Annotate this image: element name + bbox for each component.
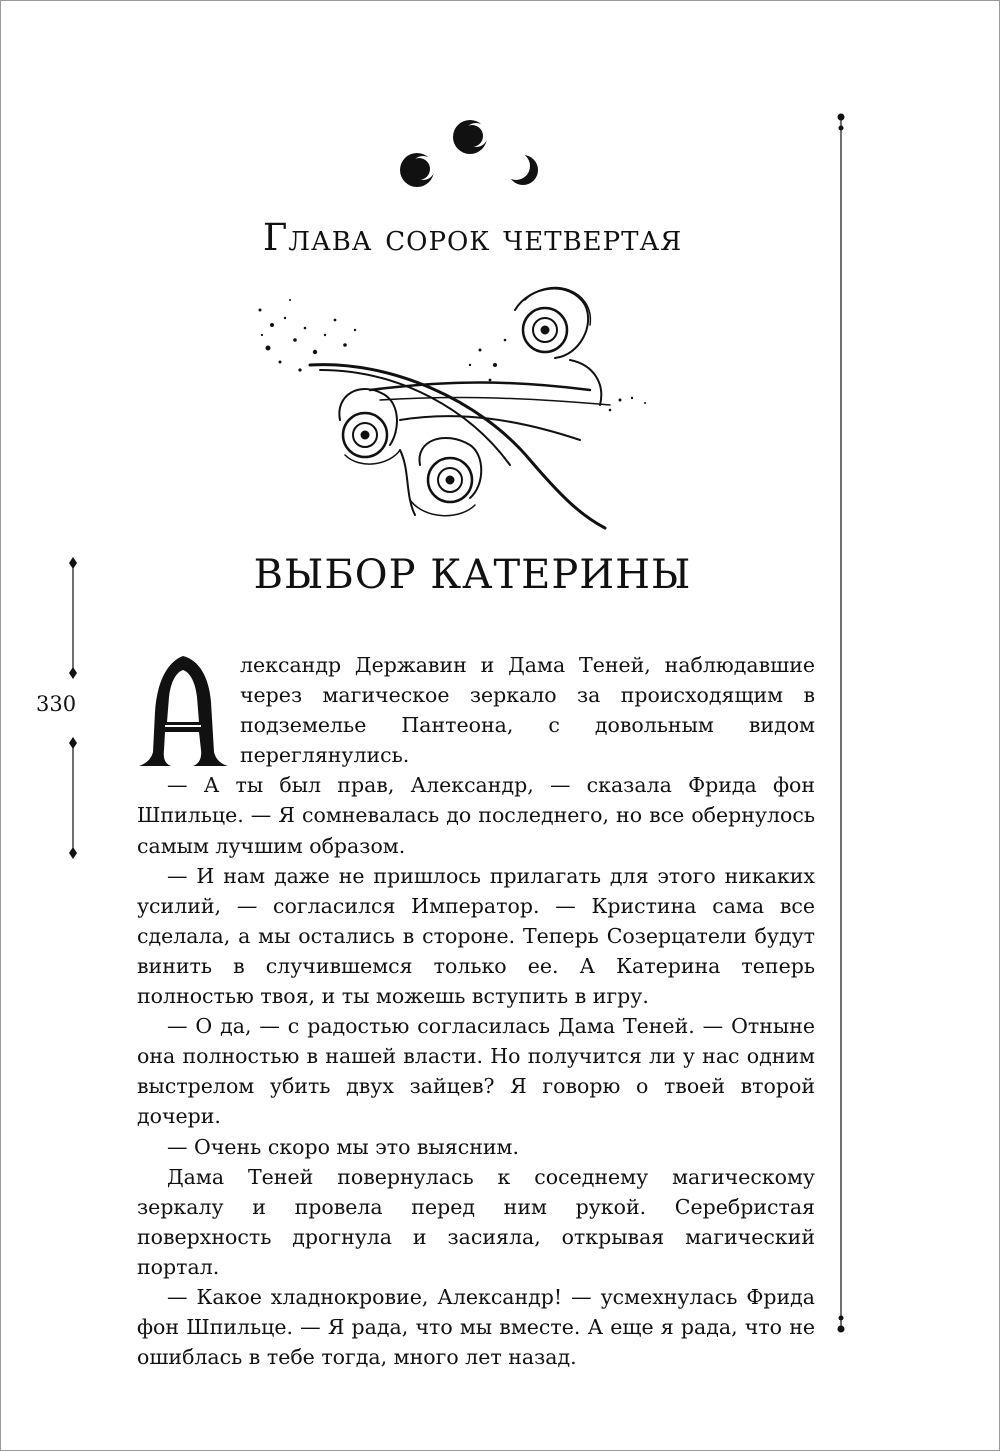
paragraph: Дама Теней повернулась к соседнему магическому зеркалу и провела перед ним рукой. Серебристая поверхность дрогнула и засияла, открывая магический портал.	[137, 1164, 815, 1279]
moon-phases-icon	[390, 115, 550, 195]
chapter-body	[137, 650, 815, 1372]
paragraph	[137, 650, 815, 770]
chapter-title: ВЫБОР КАТЕРИНЫ	[253, 552, 692, 598]
page-number: 330	[36, 692, 77, 716]
paragraph: — О да, — с радостью согласилась Дама Теней. — Отныне она полностью в нашей власти. Но получится ли у нас одним выстрелом убить двух зайцев? Я говорю о твоей второй дочери.	[137, 1014, 815, 1129]
paragraph-text: лександр Державин и Дама Теней, наблюдавшие через магическое зеркало за происходящим в подземелье Пантеона, с довольным видом переглянулись.	[240, 653, 815, 768]
gothic-initial-a-icon	[137, 652, 230, 770]
right-margin-rule	[835, 112, 847, 1334]
paragraph: — А ты был прав, Александр, — сказала Фрида фон Шпильце. — Я сомневалась до последнего, но все обернулось самым лучшим образом.	[137, 773, 815, 858]
paragraph: — И нам даже не пришлось прилагать для этого никаких усилий, — согласился Император. — Кристина сама все сделала, а мы остались в стороне. Теперь Созерцатели будут винить в случившемся только ее. А Катерина теперь полностью твоя, и ты можешь вступить в игру.	[137, 863, 815, 1009]
paragraph: — Какое хладнокровие, Александр! — усмехнулась Фрида фон Шпильце. — Я рада, что мы вместе. А еще я рада, что не ошиблась в тебе тогда, много лет назад.	[137, 1284, 815, 1370]
paragraph: — Очень скоро мы это выясним.	[167, 1134, 519, 1159]
chapter-label: Глава сорок четвертая	[262, 216, 683, 259]
swirl-ornament-icon	[250, 270, 660, 530]
